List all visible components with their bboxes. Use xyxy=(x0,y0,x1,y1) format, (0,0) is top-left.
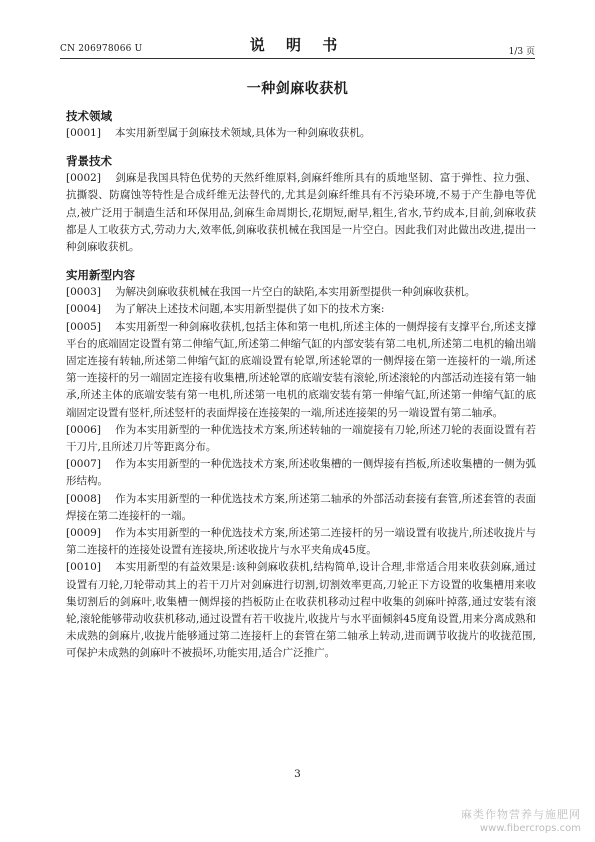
page-header xyxy=(60,30,535,60)
paragraph-text: 剑麻是我国具特色优势的天然纤维原料,剑麻纤维所具有的质地坚韧、富于弹性、拉力强、抗撕裂、防腐蚀等特性是合成纤维无法替代的,尤其是剑麻纤维具有不污染环境,不易于产生静电等优点,被广泛用于制造生活和环保用品,剑麻生命周期长,花期短,耐旱,粗生,省水,节约成本,目前,剑麻收获都是人工收获方式,劳动力大,效率低,剑麻收获机械在我国是一片空白。因此我们对此做出改进,提出一种剑麻收获机。 xyxy=(66,172,536,254)
paragraph-number: [0009] xyxy=(66,527,101,540)
paragraph xyxy=(66,125,536,142)
watermark xyxy=(461,808,581,836)
watermark-site-name: 麻类作物营养与施肥网 xyxy=(461,808,581,821)
paragraph-text: 作为本实用新型的一种优选技术方案,所述第二连接杆的另一端设置有收拢片,所述收拢片与第二连接杆的连接处设置有连接块,所述收拢片与水平夹角成45度。 xyxy=(66,527,536,557)
paragraph-number: [0010] xyxy=(66,561,101,574)
document-body xyxy=(66,108,536,663)
page-indicator: 1/3 页 xyxy=(508,47,535,57)
paragraph-text: 作为本实用新型的一种优选技术方案,所述收集槽的一侧焊接有挡板,所述收集槽的一侧为弧形结构。 xyxy=(66,458,536,488)
paragraph-number: [0002] xyxy=(66,172,101,185)
header-rule xyxy=(60,58,535,59)
paragraph-text: 作为本实用新型的一种优选技术方案,所述第二轴承的外部活动套接有套管,所述套管的表面焊接在第二连接杆的一端。 xyxy=(66,492,536,522)
section-heading: 技术领域 xyxy=(66,109,112,123)
paragraph xyxy=(66,491,536,525)
paragraph-number: [0008] xyxy=(66,492,101,505)
paragraph xyxy=(66,422,536,456)
paragraph xyxy=(66,284,536,301)
paragraph-text: 作为本实用新型的一种优选技术方案,所述转轴的一端旋接有刀轮,所述刀轮的表面设置有若干刀片,且所述刀片等距离分布。 xyxy=(66,423,536,454)
watermark-url: www.fibercrops.com xyxy=(479,823,581,834)
paragraph xyxy=(66,319,536,422)
patent-number: CN 206978066 U xyxy=(60,44,143,54)
section-heading: 背景技术 xyxy=(66,154,112,169)
paragraph xyxy=(66,301,536,318)
page-number: 3 xyxy=(294,768,301,780)
paragraph xyxy=(66,525,536,559)
paragraph xyxy=(66,170,536,256)
paragraph-number: [0005] xyxy=(66,320,101,333)
paragraph-number: [0004] xyxy=(66,303,101,316)
paragraph-number: [0007] xyxy=(66,458,101,471)
paragraph xyxy=(66,559,536,662)
paragraph xyxy=(66,456,536,490)
paragraph-text: 为解决剑麻收获机械在我国一片空白的缺陷,本实用新型提供一种剑麻收获机。 xyxy=(115,286,476,299)
paragraph-number: [0001] xyxy=(66,127,101,139)
paragraph-number: [0006] xyxy=(66,423,101,436)
paragraph-text: 为了解决上述技术问题,本实用新型提供了如下的技术方案: xyxy=(115,303,385,316)
header-title: 说 明 书 xyxy=(249,36,346,54)
paragraph-text: 本实用新型的有益效果是:该种剑麻收获机,结构简单,设计合理,非常适合用来收获剑麻,通过设置有刀轮,刀轮带动其上的若干刀片对剑麻进行切割,切割效率更高,刀轮正下方设置的收集槽用来收集切割后的剑麻叶,收集槽一侧焊接的挡板防止在收获机移动过程中收集的剑麻叶掉落,通过安装有滚轮,滚轮能够带动收获机移动,通过设置有若干收拢片,收拢片与水平面倾斜45度角设置,用来分离成熟和未成熟的剑麻片,收拢片能够通过第二连接杆上的套管在第二轴承上转动,进而调节收拢片的收拢范围,可保护未成熟的剑麻叶不被损坏,功能实用,适合广泛推广。 xyxy=(66,561,536,660)
paragraph-number: [0003] xyxy=(66,286,101,299)
paragraph-text: 本实用新型一种剑麻收获机,包括主体和第一电机,所述主体的一侧焊接有支撑平台,所述支撑平台的底端固定设置有第二伸缩气缸,所述第二伸缩气缸的内部安装有第二电机,所述第二电机的输出端固定连接有转轴,所述第二伸缩气缸的底端设置有轮罩,所述轮罩的一侧焊接在第一连接杆的一端,所述第一连接杆的另一端固定连接有收集槽,所述轮罩的底端安装有滚轮,所述滚轮的内部活动连接有第一轴承,所述主体的底端安装有第一电机,所述第一电机的底端安装有第一伸缩气缸,所述第一伸缩气缸的底端固定设置有竖杆,所述竖杆的表面焊接在连接架的一端,所述连接架的另一端设置有第二轴承。 xyxy=(66,320,536,419)
section-heading: 实用新型内容 xyxy=(66,268,135,283)
document-title: 一种剑麻收获机 xyxy=(246,81,349,97)
paragraph-text: 本实用新型属于剑麻技术领域,具体为一种剑麻收获机。 xyxy=(115,127,371,139)
